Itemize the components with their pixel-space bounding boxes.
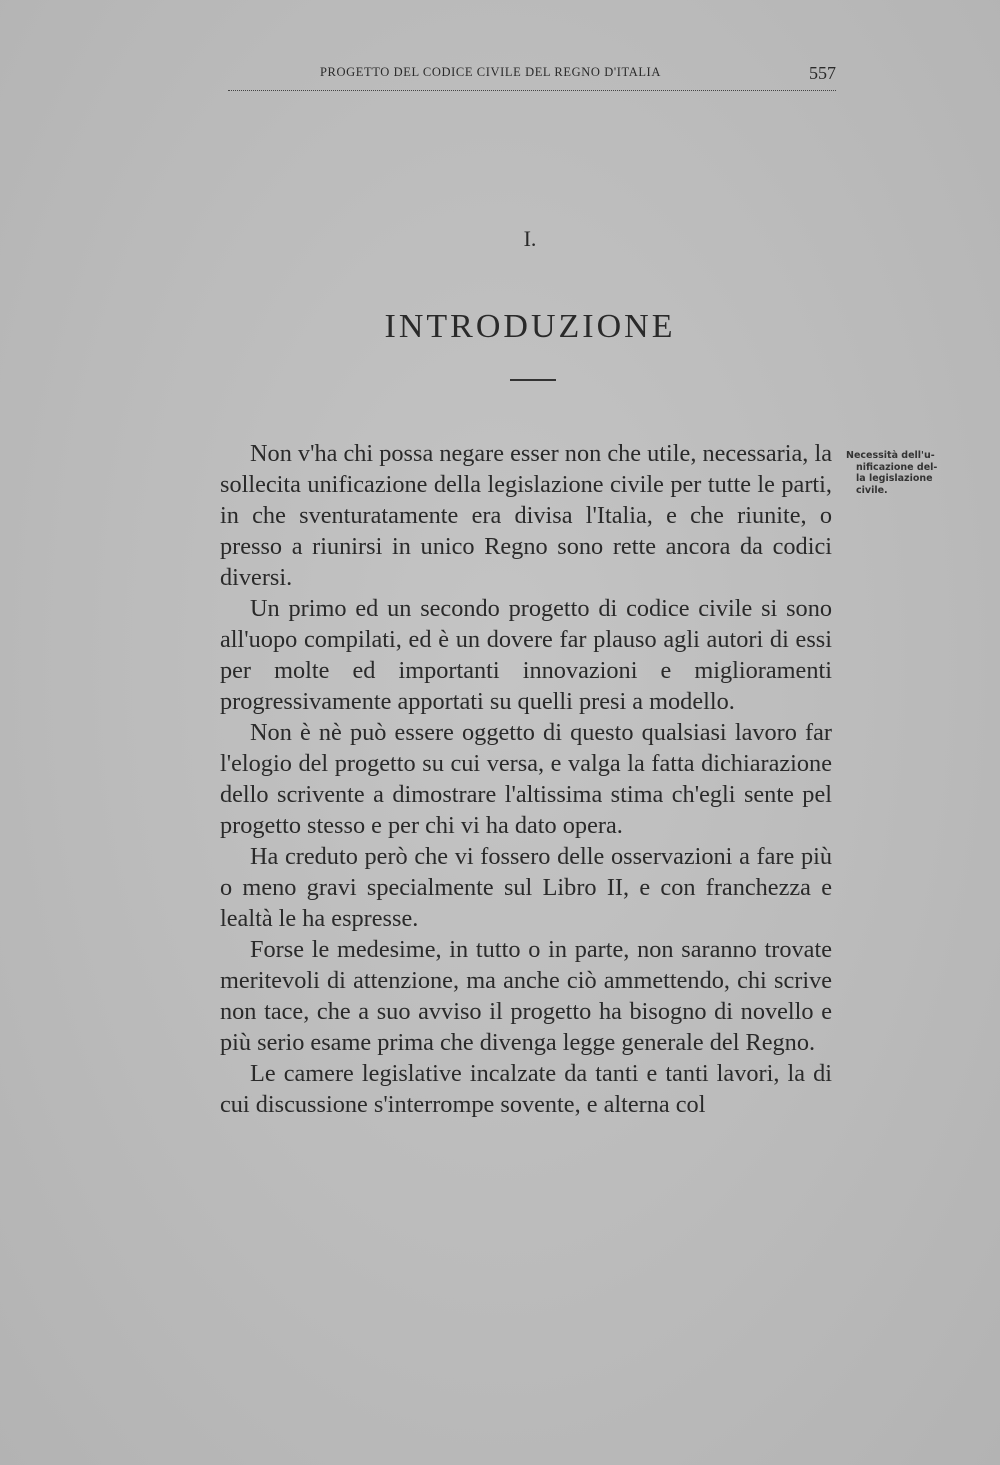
margin-note: [846, 450, 956, 496]
section-number: I.: [523, 226, 537, 251]
margin-note-line: la legislazione: [856, 473, 933, 484]
header-dotted-rule: [228, 90, 836, 91]
paragraph: Non è nè può essere oggetto di questo qualsiasi lavoro far l'elogio del progetto su cui versa, e valga la fatta dichiarazione dello scrivente a dimostrare l'altissima stima ch'egli sente pel progetto stesso e per chi vi ha dato opera.: [220, 719, 832, 839]
paragraph: Forse le medesime, in tutto o in parte, non saranno trovate meritevoli di attenzione, ma anche ciò ammettendo, chi scrive non tace, che a suo avviso il progetto ha bisogno di novello e più serio esame prima che divenga legge generale del Regno.: [220, 936, 832, 1056]
body-text: [220, 438, 832, 1120]
margin-note-line: civile.: [856, 484, 888, 496]
paragraph: Le camere legislative incalzate da tanti e tanti lavori, la di cui discussione s'interrompe sovente, e alterna col: [220, 1060, 832, 1118]
paragraph: Un primo ed un secondo progetto di codice civile si sono all'uopo compilati, ed è un dovere far plauso agli autori di essi per molte ed importanti innovazioni e miglioramenti progressivamente apportati su quelli presi a modello.: [220, 595, 832, 715]
page-number: 557: [809, 63, 836, 83]
paragraph: Ha creduto però che vi fossero delle osservazioni a fare più o meno gravi specialmente sul Libro II, e con franchezza e lealtà le ha espresse.: [220, 843, 832, 932]
margin-note-line: nificazione del-: [856, 461, 938, 473]
paragraph: Non v'ha chi possa negare esser non che utile, necessaria, la sollecita unificazione della legislazione civile per tutte le parti, in che sventuratamente era divisa l'Italia, e che riunite, o presso a riunirsi in unico Regno sono rette ancora da codici diversi.: [220, 440, 832, 591]
title-rule: [510, 379, 556, 381]
margin-note-line: Necessità dell'u-: [846, 450, 935, 461]
running-head: [228, 60, 836, 96]
running-title: PROGETTO DEL CODICE CIVILE DEL REGNO D'ITALIA: [320, 65, 661, 79]
section-title: INTRODUZIONE: [384, 308, 676, 345]
